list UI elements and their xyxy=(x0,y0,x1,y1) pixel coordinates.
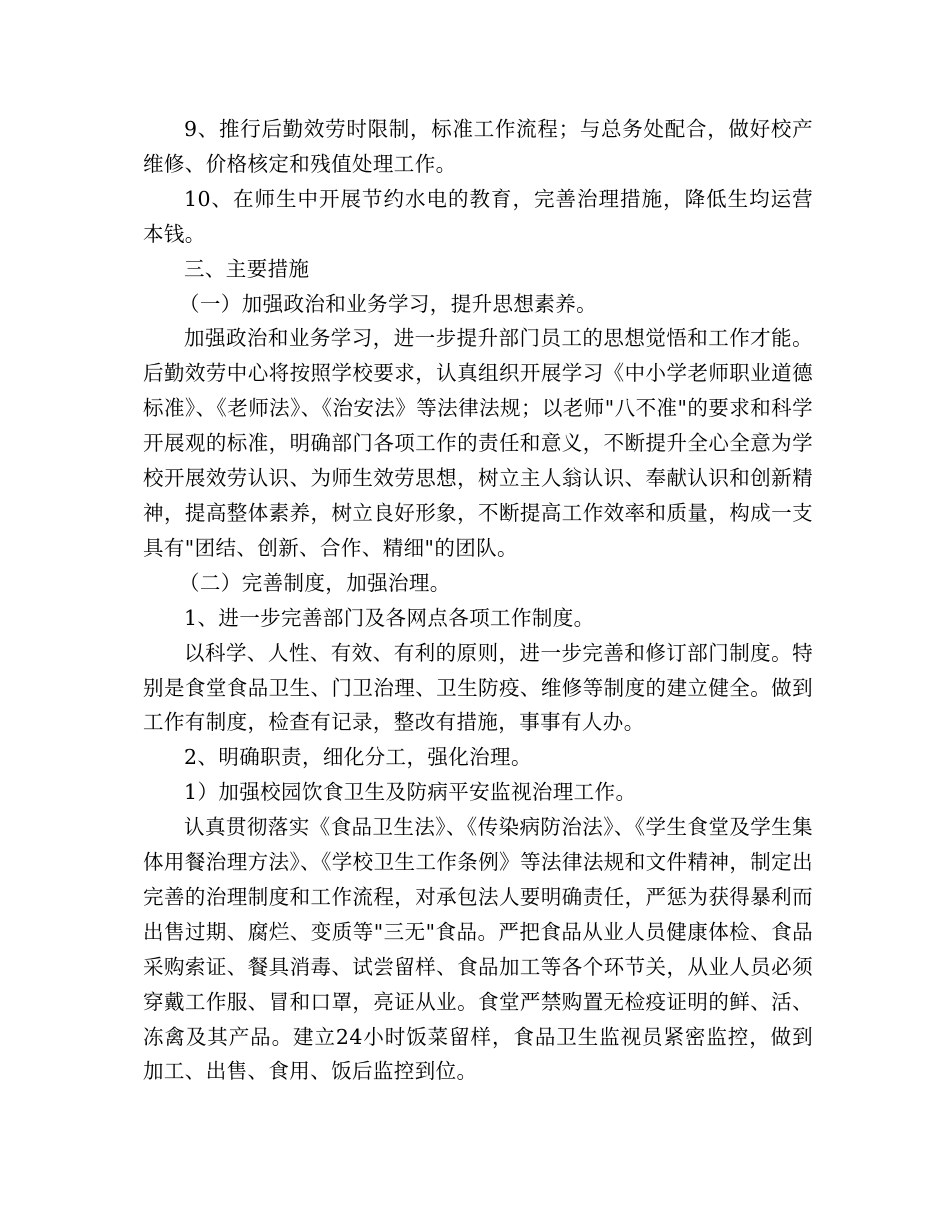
subsection-heading-2: （二）完善制度，加强治理。 xyxy=(179,570,451,595)
section-heading-main-measures: 三、主要措施 xyxy=(184,256,310,281)
paragraph-item-9: 9、推行后勤效劳时限制，标准工作流程；与总务处配合，做好校产维修、价格核定和残值处理工作。 xyxy=(143,117,813,176)
subsection-heading-1: （一）加强政治和业务学习，提升思想素养。 xyxy=(179,291,597,316)
paragraph-food-safety: 认真贯彻落实《食品卫生法》、《传染病防治法》、《学生食堂及学生集体用餐治理方法》、《学校卫生工作条例》等法律法规和文件精神，制定出完善的治理制度和工作流程，对承包法人要明确责任，严惩为获得暴利而出售过期、腐烂、变质等"三无"食品。严把食品从业人员健康体检、食品采购索证、餐具消毒、试尝留样、食品加工等各个环节关，从业人员必须穿戴工作服、冒和口罩，亮证从业。食堂严禁购置无检疫证明的鲜、活、冻禽及其产品。建立24小时饭菜留样，食品卫生监视员紧密监控，做到加工、出售、食用、饭后监控到位。 xyxy=(143,815,813,1084)
paragraph-item-2: 2、明确职责，细化分工，强化治理。 xyxy=(184,745,532,770)
paragraph-subitem-1: 1）加强校园饮食卫生及防病平安监视治理工作。 xyxy=(184,780,637,805)
paragraph-item-1: 1、进一步完善部门及各网点各项工作制度。 xyxy=(184,605,595,630)
paragraph-item-10: 10、在师生中开展节约水电的教育，完善治理措施，降低生均运营本钱。 xyxy=(143,186,813,246)
paragraph-system-improvement: 以科学、人性、有效、有利的原则，进一步完善和修订部门制度。特别是食堂食品卫生、门卫治理、卫生防疫、维修等制度的建立健全。做到工作有制度，检查有记录，整改有措施，事事有人办。 xyxy=(143,640,813,735)
paragraph-political-study: 加强政治和业务学习，进一步提升部门员工的思想觉悟和工作才能。后勤效劳中心将按照学校要求，认真组织开展学习《中小学老师职业道德标准》、《老师法》、《治安法》等法律法规；以老师"八不准"的要求和科学开展观的标准，明确部门各项工作的责任和意义，不断提升全心全意为学校开展效劳认识、为师生效劳思想，树立主人翁认识、奉献认识和创新精神，提高整体素养，树立良好形象，不断提高工作效率和质量，构成一支具有"团结、创新、合作、精细"的团队。 xyxy=(143,326,813,560)
document-body xyxy=(143,112,813,1089)
